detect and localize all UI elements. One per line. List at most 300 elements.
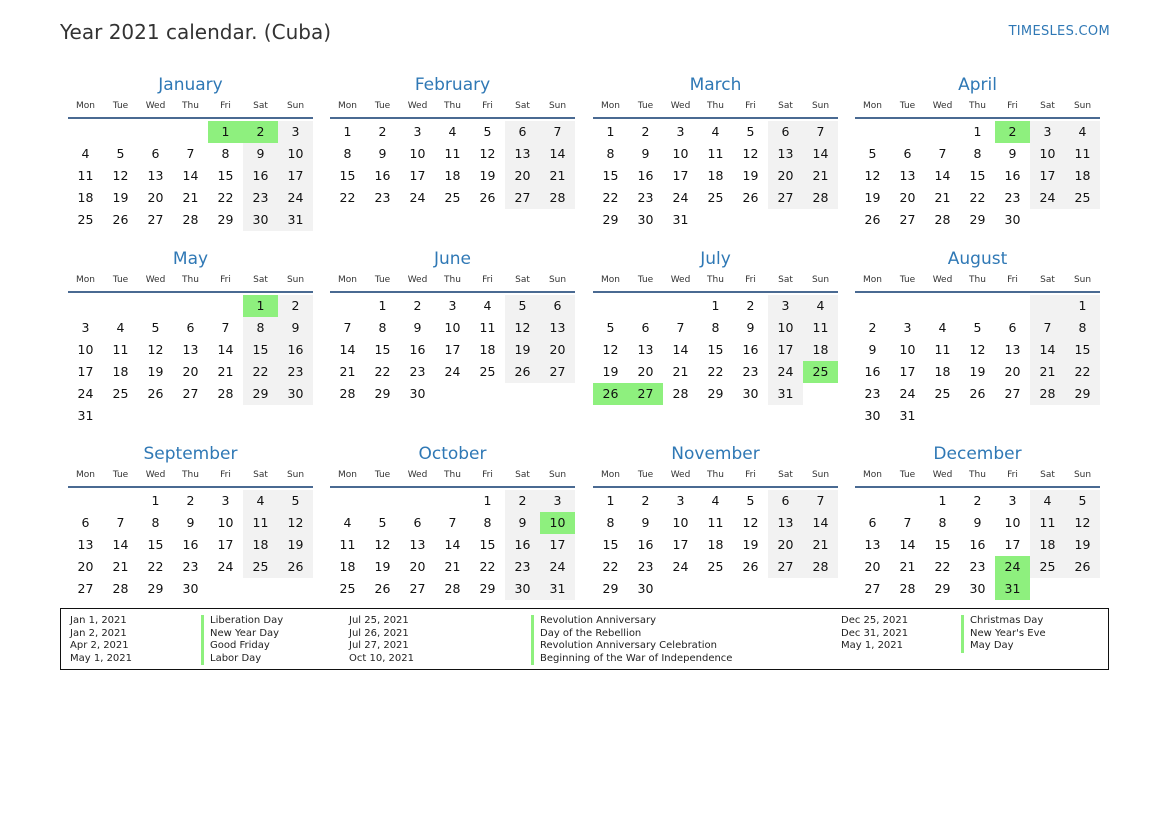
day-cell: 6: [1008, 320, 1017, 335]
weekday-header: [593, 99, 838, 119]
empty-day-cell: [593, 295, 628, 317]
day-cell: 25: [1030, 556, 1065, 578]
weekday-label: Sun: [286, 101, 305, 111]
weekday-label: Fri: [482, 101, 493, 111]
weekday-label: Mon: [338, 470, 357, 480]
day-cell: 8: [711, 320, 720, 335]
day-cell: 1: [938, 493, 947, 508]
day-cell: 7: [116, 515, 125, 530]
day-cell: 30: [1004, 212, 1021, 227]
legend-holiday-name: Revolution Anniversary: [531, 615, 732, 628]
day-cell: 8: [483, 515, 492, 530]
empty-day-cell: [103, 405, 138, 427]
day-cell: 3: [1030, 121, 1065, 143]
weekday-label: Tue: [899, 101, 916, 111]
day-cell: 18: [934, 364, 951, 379]
day-cell: 17: [1004, 537, 1021, 552]
day-cell: 11: [707, 515, 724, 530]
day-cell: 9: [1008, 146, 1017, 161]
legend-names-col3: [961, 615, 1046, 653]
weekday-label: Tue: [899, 275, 916, 285]
day-cell: 20: [899, 190, 916, 205]
empty-day-cell: [138, 405, 173, 427]
day-cell: 30: [637, 212, 654, 227]
day-cell: 19: [1065, 534, 1100, 556]
day-cell: 19: [374, 559, 391, 574]
day-grid: [68, 490, 313, 600]
brand-link[interactable]: TIMESLES.COM: [1008, 24, 1110, 39]
day-cell: 25: [444, 190, 461, 205]
day-cell: 5: [868, 146, 877, 161]
weekday-label: Sun: [811, 101, 830, 111]
day-cell: 27: [899, 212, 916, 227]
day-cell: 31: [278, 209, 313, 231]
empty-day-cell: [208, 405, 243, 427]
weekday-header: [855, 99, 1100, 119]
weekday-label: Thu: [707, 101, 724, 111]
day-cell: 2: [413, 298, 422, 313]
day-cell: 9: [186, 515, 195, 530]
weekday-label: Wed: [932, 275, 953, 285]
day-cell: 16: [637, 168, 654, 183]
day-cell: 19: [479, 168, 496, 183]
day-cell: 21: [339, 364, 356, 379]
day-cell: 19: [147, 364, 164, 379]
day-cell: 8: [606, 515, 615, 530]
month-december: [855, 443, 1100, 600]
day-cell: 13: [864, 537, 881, 552]
weekday-label: Sun: [811, 275, 830, 285]
weekday-label: Thu: [969, 101, 986, 111]
day-cell: 30: [637, 581, 654, 596]
empty-day-cell: [698, 578, 733, 600]
day-cell: 15: [217, 168, 234, 183]
weekday-label: Fri: [745, 275, 756, 285]
day-cell: 18: [1065, 165, 1100, 187]
day-cell: 23: [243, 187, 278, 209]
day-cell: 3: [676, 493, 685, 508]
weekday-label: Tue: [374, 275, 391, 285]
day-cell: 22: [217, 190, 234, 205]
day-cell: 6: [768, 121, 803, 143]
weekday-header: [330, 273, 575, 293]
day-cell: 8: [243, 317, 278, 339]
month-name: July: [700, 249, 731, 269]
legend-holiday-name: New Year Day: [201, 628, 283, 641]
day-cell: 8: [378, 320, 387, 335]
weekday-label: Tue: [374, 101, 391, 111]
day-cell: 24: [540, 556, 575, 578]
weekday-label: Sat: [515, 101, 530, 111]
weekday-label: Tue: [637, 275, 654, 285]
empty-day-cell: [768, 578, 803, 600]
legend-date: Oct 10, 2021: [349, 652, 414, 664]
empty-day-cell: [1030, 295, 1065, 317]
day-cell: 14: [1030, 339, 1065, 361]
day-cell: 14: [339, 342, 356, 357]
day-cell: 25: [339, 581, 356, 596]
month-july: [593, 248, 838, 405]
day-cell: 10: [444, 320, 461, 335]
weekday-label: Tue: [374, 470, 391, 480]
weekday-label: Wed: [145, 470, 166, 480]
empty-day-cell: [1065, 405, 1100, 427]
weekday-label: Sat: [1040, 101, 1055, 111]
day-cell: 12: [864, 168, 881, 183]
day-cell: 29: [934, 581, 951, 596]
day-cell: 20: [409, 559, 426, 574]
weekday-label: Tue: [112, 470, 129, 480]
empty-day-cell: [995, 405, 1030, 427]
day-cell: 24: [278, 187, 313, 209]
weekday-header: [593, 273, 838, 293]
weekday-label: Thu: [182, 470, 199, 480]
day-cell: 28: [339, 386, 356, 401]
day-cell: 9: [973, 515, 982, 530]
day-cell: 21: [899, 559, 916, 574]
weekday-label: Sun: [548, 275, 567, 285]
weekday-label: Fri: [1007, 275, 1018, 285]
day-cell: 21: [803, 165, 838, 187]
legend-date: Jan 1, 2021: [70, 615, 127, 626]
weekday-label: Wed: [407, 470, 428, 480]
day-cell: 24: [1030, 187, 1065, 209]
day-cell: 30: [243, 209, 278, 231]
day-cell: 14: [934, 168, 951, 183]
day-cell: 6: [151, 146, 160, 161]
day-cell: 14: [540, 143, 575, 165]
weekday-label: Sun: [548, 101, 567, 111]
day-cell: 13: [409, 537, 426, 552]
day-cell: 21: [803, 534, 838, 556]
day-cell: 9: [378, 146, 387, 161]
legend-date: Dec 25, 2021: [841, 615, 909, 626]
day-cell: 6: [81, 515, 90, 530]
day-cell: 7: [938, 146, 947, 161]
weekday-header: [855, 273, 1100, 293]
day-cell: 21: [112, 559, 129, 574]
day-cell: 20: [637, 364, 654, 379]
day-cell: 21: [672, 364, 689, 379]
day-cell: 12: [742, 146, 759, 161]
empty-day-cell: [68, 121, 103, 143]
day-cell: 15: [602, 537, 619, 552]
weekday-label: Wed: [932, 101, 953, 111]
day-cell: 22: [707, 364, 724, 379]
day-cell: 23: [1004, 190, 1021, 205]
empty-day-cell: [103, 121, 138, 143]
day-cell: 19: [742, 168, 759, 183]
day-cell: 28: [540, 187, 575, 209]
day-cell: 16: [374, 168, 391, 183]
empty-day-cell: [208, 578, 243, 600]
day-cell: 17: [278, 165, 313, 187]
day-cell: 15: [339, 168, 356, 183]
day-cell: 9: [505, 512, 540, 534]
day-cell: 10: [1004, 515, 1021, 530]
weekday-label: Thu: [707, 470, 724, 480]
day-cell: 22: [479, 559, 496, 574]
day-cell: 24: [217, 559, 234, 574]
day-cell: 3: [540, 490, 575, 512]
day-cell: 19: [742, 537, 759, 552]
day-cell: 17: [77, 364, 94, 379]
legend-holiday-name: Labor Day: [201, 653, 283, 666]
month-name: December: [933, 444, 1022, 464]
day-cell: 26: [505, 361, 540, 383]
day-cell: 21: [182, 190, 199, 205]
day-cell: 30: [864, 408, 881, 423]
empty-day-cell: [68, 490, 103, 512]
day-cell: 1: [606, 493, 615, 508]
empty-day-cell: [138, 295, 173, 317]
weekday-label: Fri: [482, 275, 493, 285]
day-cell: 4: [1065, 121, 1100, 143]
legend-holiday-name: Beginning of the War of Independence: [531, 653, 732, 666]
weekday-label: Mon: [863, 470, 882, 480]
month-march: [593, 74, 838, 231]
day-cell: 18: [707, 537, 724, 552]
day-grid: [855, 490, 1100, 600]
day-cell: 4: [711, 124, 720, 139]
day-cell: 11: [934, 342, 951, 357]
day-cell: 26: [969, 386, 986, 401]
day-cell: 11: [707, 146, 724, 161]
empty-day-cell: [960, 295, 995, 317]
weekday-label: Wed: [670, 101, 691, 111]
day-cell: 17: [409, 168, 426, 183]
day-cell: 7: [903, 515, 912, 530]
day-cell: 13: [637, 342, 654, 357]
holiday-day-cell: 2: [243, 121, 278, 143]
day-cell: 17: [444, 342, 461, 357]
day-cell: 23: [637, 190, 654, 205]
day-cell: 24: [672, 190, 689, 205]
day-cell: 29: [602, 581, 619, 596]
weekday-label: Sat: [1040, 470, 1055, 480]
day-cell: 13: [540, 317, 575, 339]
day-cell: 29: [602, 212, 619, 227]
day-cell: 8: [606, 146, 615, 161]
day-cell: 14: [182, 168, 199, 183]
day-cell: 29: [243, 383, 278, 405]
weekday-label: Tue: [112, 275, 129, 285]
empty-day-cell: [995, 295, 1030, 317]
day-cell: 15: [602, 168, 619, 183]
day-cell: 17: [1030, 165, 1065, 187]
day-cell: 18: [339, 559, 356, 574]
month-january: [68, 74, 313, 231]
day-cell: 12: [112, 168, 129, 183]
day-cell: 2: [868, 320, 877, 335]
weekday-header: [330, 99, 575, 119]
day-cell: 24: [409, 190, 426, 205]
weekday-label: Sat: [515, 470, 530, 480]
holiday-day-cell: 26: [593, 383, 628, 405]
day-cell: 28: [934, 212, 951, 227]
weekday-label: Tue: [899, 470, 916, 480]
legend-date: Jan 2, 2021: [70, 627, 127, 639]
day-cell: 2: [378, 124, 387, 139]
empty-day-cell: [663, 578, 698, 600]
legend-dates-col1: [70, 615, 132, 665]
empty-day-cell: [1030, 209, 1065, 231]
weekday-label: Tue: [637, 101, 654, 111]
legend-date: Jul 27, 2021: [349, 640, 409, 651]
day-cell: 23: [637, 559, 654, 574]
legend-dates-col3: [841, 615, 908, 653]
day-cell: 7: [676, 320, 685, 335]
day-cell: 10: [278, 143, 313, 165]
legend-names-col2: [531, 615, 732, 665]
empty-day-cell: [278, 578, 313, 600]
weekday-label: Mon: [338, 101, 357, 111]
legend-date: Jul 25, 2021: [349, 615, 409, 626]
day-cell: 3: [221, 493, 230, 508]
day-grid: [68, 121, 313, 231]
day-cell: 26: [147, 386, 164, 401]
day-cell: 27: [540, 361, 575, 383]
weekday-label: Thu: [444, 275, 461, 285]
day-cell: 16: [864, 364, 881, 379]
day-cell: 11: [339, 537, 356, 552]
month-name: August: [947, 249, 1008, 269]
day-cell: 21: [540, 165, 575, 187]
day-cell: 17: [672, 168, 689, 183]
day-cell: 14: [803, 512, 838, 534]
day-cell: 11: [77, 168, 94, 183]
weekday-label: Sun: [1073, 470, 1092, 480]
day-cell: 23: [505, 556, 540, 578]
day-cell: 7: [448, 515, 457, 530]
day-cell: 9: [868, 342, 877, 357]
empty-day-cell: [400, 490, 435, 512]
day-cell: 6: [505, 121, 540, 143]
day-cell: 16: [969, 537, 986, 552]
day-cell: 13: [505, 143, 540, 165]
day-cell: 22: [969, 190, 986, 205]
day-cell: 29: [479, 581, 496, 596]
weekday-label: Mon: [601, 470, 620, 480]
weekday-header: [68, 468, 313, 488]
day-cell: 18: [77, 190, 94, 205]
day-cell: 28: [217, 386, 234, 401]
day-cell: 3: [278, 121, 313, 143]
day-cell: 28: [112, 581, 129, 596]
day-cell: 22: [934, 559, 951, 574]
weekday-header: [68, 273, 313, 293]
legend-holiday-name: Christmas Day: [961, 615, 1046, 628]
empty-day-cell: [803, 578, 838, 600]
day-cell: 8: [343, 146, 352, 161]
day-cell: 3: [413, 124, 422, 139]
day-cell: 26: [479, 190, 496, 205]
legend-names-col1: [201, 615, 283, 665]
day-cell: 30: [182, 581, 199, 596]
weekday-label: Mon: [76, 275, 95, 285]
legend-holiday-name: Good Friday: [201, 640, 283, 653]
weekday-label: Mon: [338, 275, 357, 285]
day-cell: 25: [112, 386, 129, 401]
empty-day-cell: [855, 490, 890, 512]
day-cell: 10: [768, 317, 803, 339]
day-cell: 11: [479, 320, 496, 335]
empty-day-cell: [243, 578, 278, 600]
weekday-label: Fri: [220, 470, 231, 480]
day-cell: 10: [217, 515, 234, 530]
day-cell: 11: [1030, 512, 1065, 534]
empty-day-cell: [173, 121, 208, 143]
weekday-label: Wed: [932, 470, 953, 480]
day-cell: 20: [1004, 364, 1021, 379]
day-cell: 25: [934, 386, 951, 401]
month-name: June: [433, 249, 472, 269]
empty-day-cell: [890, 490, 925, 512]
empty-day-cell: [803, 383, 838, 405]
day-cell: 4: [448, 124, 457, 139]
day-cell: 29: [374, 386, 391, 401]
day-cell: 18: [112, 364, 129, 379]
day-cell: 6: [413, 515, 422, 530]
month-may: [68, 248, 313, 427]
day-cell: 13: [182, 342, 199, 357]
day-cell: 20: [147, 190, 164, 205]
day-cell: 7: [343, 320, 352, 335]
day-cell: 13: [768, 512, 803, 534]
month-february: [330, 74, 575, 209]
empty-day-cell: [103, 490, 138, 512]
weekday-label: Sun: [811, 470, 830, 480]
day-cell: 17: [672, 537, 689, 552]
day-cell: 1: [151, 493, 160, 508]
day-cell: 7: [221, 320, 230, 335]
empty-day-cell: [1065, 209, 1100, 231]
day-cell: 6: [641, 320, 650, 335]
empty-day-cell: [925, 405, 960, 427]
empty-day-cell: [505, 383, 540, 405]
weekday-label: Sun: [286, 470, 305, 480]
day-cell: 12: [969, 342, 986, 357]
day-cell: 14: [217, 342, 234, 357]
day-cell: 25: [1065, 187, 1100, 209]
day-cell: 22: [602, 559, 619, 574]
day-cell: 4: [483, 298, 492, 313]
day-cell: 12: [278, 512, 313, 534]
day-cell: 6: [540, 295, 575, 317]
empty-day-cell: [435, 490, 470, 512]
day-cell: 9: [746, 320, 755, 335]
day-cell: 12: [147, 342, 164, 357]
day-cell: 30: [409, 386, 426, 401]
day-cell: 12: [374, 537, 391, 552]
weekday-label: Wed: [145, 275, 166, 285]
holiday-day-cell: 10: [540, 512, 575, 534]
day-cell: 8: [973, 146, 982, 161]
weekday-label: Sun: [1073, 275, 1092, 285]
day-cell: 27: [182, 386, 199, 401]
empty-day-cell: [733, 209, 768, 231]
weekday-label: Wed: [407, 101, 428, 111]
day-cell: 25: [77, 212, 94, 227]
day-cell: 9: [278, 317, 313, 339]
empty-day-cell: [890, 121, 925, 143]
month-name: September: [143, 444, 238, 464]
day-cell: 15: [707, 342, 724, 357]
weekday-label: Sat: [778, 275, 793, 285]
day-cell: 3: [81, 320, 90, 335]
day-cell: 20: [768, 534, 803, 556]
day-cell: 4: [343, 515, 352, 530]
